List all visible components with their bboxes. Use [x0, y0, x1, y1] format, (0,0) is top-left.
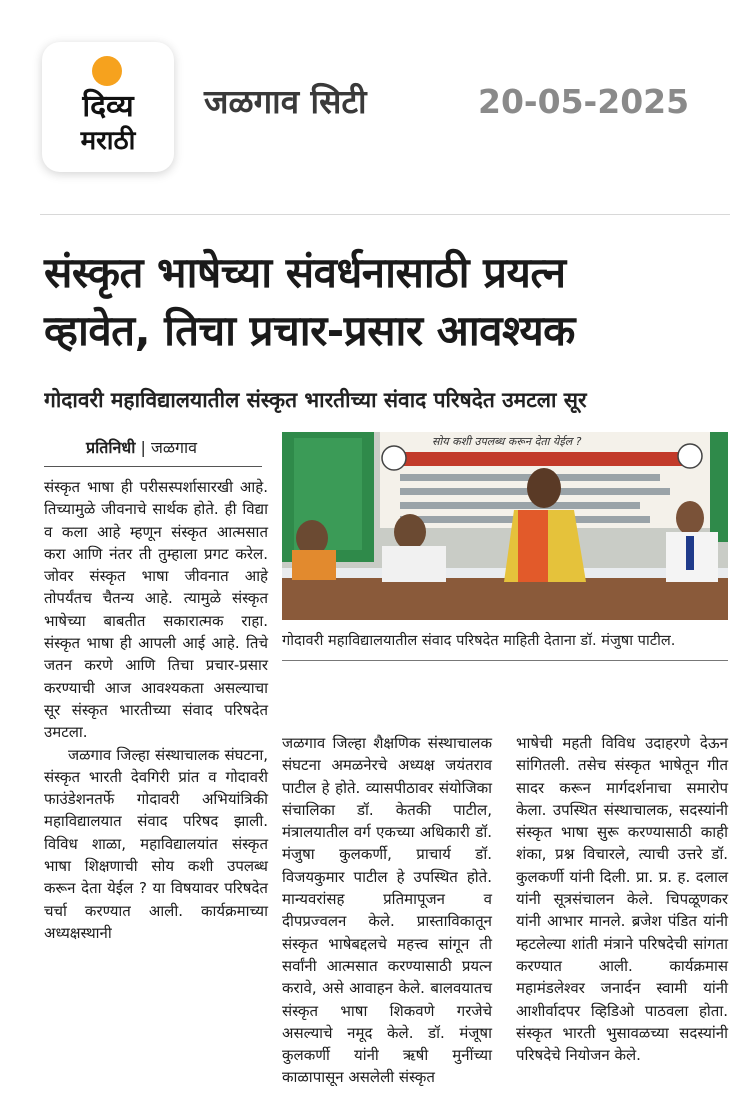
- caption-divider: [282, 660, 728, 661]
- article-column-1: [44, 476, 268, 944]
- sun-icon: [92, 56, 122, 86]
- column-3-text: भाषेची महती विविध उदाहरणे देऊन सांगितली. तसेच संस्कृत भाषेतून गीत सादर करून मार्गदर्शनाचा समारोप केला. उपस्थित संस्थाचालक, सदस्यांनी संस्कृत भाषा सुरू करण्यासाठी काही शंका, प्रश्न विचारले, त्याची उत्तरे डॉ. कुलकर्णी यांनी दिली. प्रा. प्र. ह. दलाल यांनी सूत्रसंचालन केले. चिपळूणकर यांनी आभार मानले. ब्रजेश पंडित यांनी म्हटलेल्या शांती मंत्राने परिषदेची सांगता करण्यात आली. कार्यक्रमास महामंडलेश्वर जनार्दन स्वामी यांनी आशीर्वादपर व्हिडिओ पाठवला होता. संस्कृत भारती भुसावळच्या सदस्यांनी परिषदेचे नियोजन केले.: [516, 734, 728, 1065]
- headline-line-1: संस्कृत भाषेच्या संवर्धनासाठी प्रयत्न: [44, 248, 566, 297]
- byline-city: जळगाव: [150, 438, 198, 457]
- column-2-text: जळगाव जिल्हा शैक्षणिक संस्थाचालक संघटना अमळनेरचे अध्यक्ष जयंतराव पाटील हे होते. व्यासपीठावर संयोजिका संचालिका डॉ. केतकी पाटील, मंत्रालयातील वर्ग एकच्या अधिकारी डॉ. मंजुषा कुलकर्णी, प्राचार्य डॉ. विजयकुमार पाटील हे उपस्थित होते. मान्यवरांसह प्रतिमापूजन व दीपप्रज्वलन केले. प्रास्ताविकातून संस्कृत भाषेबद्दलचे महत्त्व सांगून ती सर्वांनी आत्मसात करण्यासाठी प्रयत्न करावे, असे आवाहन केले. बालवयातच संस्कृत भाषा शिकवणे गरजेचे असल्याचे नमूद केले. डॉ. मंजूषा कुलकर्णी यांनी ऋषी मुनींच्या काळापासून असलेली संस्कृत: [282, 734, 492, 1087]
- event-photo-illustration: [282, 432, 728, 620]
- edition-name: जळगाव सिटी: [204, 82, 367, 121]
- byline-divider: [44, 466, 262, 467]
- byline-separator: |: [135, 438, 151, 457]
- article-subheadline: गोदावरी महाविद्यालयातील संस्कृत भारतीच्या संवाद परिषदेत उमटला सूर: [44, 388, 587, 412]
- logo-text-line2: मराठी: [80, 126, 136, 156]
- article-headline: [44, 244, 724, 360]
- byline-reporter: प्रतिनिधी: [86, 438, 136, 457]
- headline-line-2: व्हावेत, तिचा प्रचार-प्रसार आवश्यक: [44, 306, 575, 355]
- article-column-2: [282, 732, 492, 1089]
- header-divider: [40, 214, 730, 215]
- column-1-paragraph-2: जळगाव जिल्हा संस्थाचालक संघटना, संस्कृत भारती देवगिरी प्रांत व गोदावरी फाउंडेशनतर्फे गोदावरी अभियांत्रिकी महाविद्यालयात संवाद परिषद झाली. विविध शाळा, महाविद्यालयांत संस्कृत भाषा शिक्षणाची सोय कशी उपलब्ध करून देता येईल ? या विषयावर परिषदेत चर्चा करण्यात आली. कार्यक्रमाच्या अध्यक्षस्थानी: [44, 745, 268, 942]
- photo-caption: गोदावरी महाविद्यालयातील संवाद परिषदेत माहिती देताना डॉ. मंजुषा पाटील.: [282, 632, 676, 649]
- logo-text-line1: दिव्य: [82, 89, 134, 124]
- event-photo: [282, 432, 728, 620]
- column-1-paragraph-1: संस्कृत भाषा ही परीसस्पर्शासारखी आहे. तिच्यामुळे जीवनाचे सार्थक होते. ही विद्या व कला आहे म्हणून संस्कृत आत्मसात करा आणि नंतर ती तुम्हाला प्रगट करेल. जोवर संस्कृत भाषा जीवनात आहे तोपर्यंतच चैतन्य आहे. त्यामुळे संस्कृत भाषेच्या बाबतीत सकारात्मक राहा. संस्कृत भाषा ही आपली आई आहे. तिचे जतन करणे आणि तिचा प्रचार-प्रसार करण्याची आज आवश्यकता असल्याचा सूर संस्कृत भारतीच्या संवाद परिषदेत उमटला.: [44, 478, 268, 742]
- divya-marathi-logo: [42, 42, 174, 172]
- byline: [86, 437, 197, 459]
- article-column-3: [516, 732, 728, 1066]
- edition-date: 20-05-2025: [478, 82, 690, 121]
- photo-banner-text: सोय कशी उपलब्ध करून देता येईल ?: [432, 435, 582, 448]
